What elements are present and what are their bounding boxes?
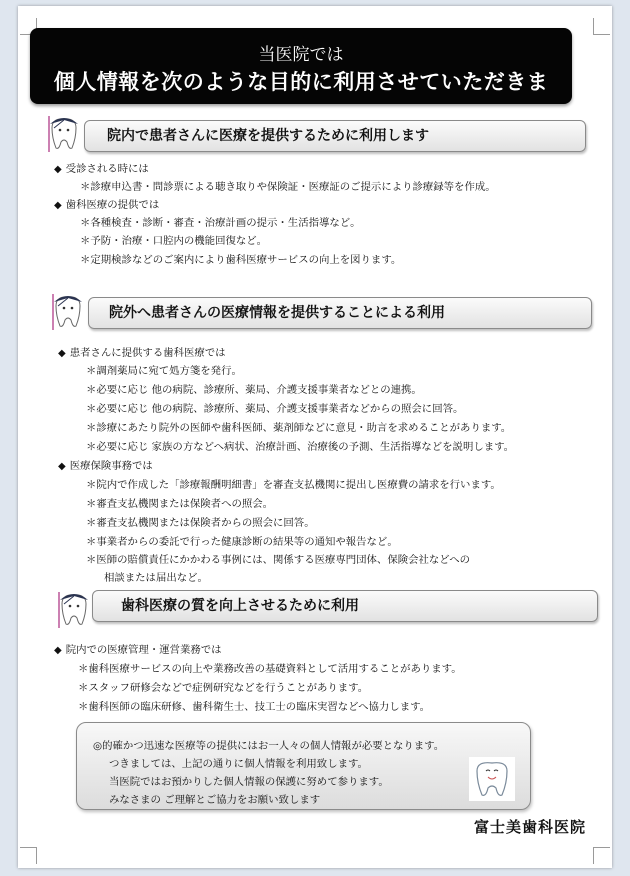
clinic-name: 富士美歯科医院 (473, 818, 586, 836)
notice-line: みなさまの ご理解とご協力をお願い致します (109, 794, 321, 806)
tooth-mascot-icon (469, 757, 515, 801)
notice-box (76, 722, 531, 810)
tooth-mascot-icon (50, 290, 86, 330)
diamond-icon: ◆ (54, 200, 62, 211)
section-heading-3: 歯科医療の質を向上させるために利用 (92, 590, 598, 622)
group-label: ◆ 院内での医療管理・運営業務では (54, 644, 222, 656)
list-item: ＊医師の賠償責任にかかわる事例には、関係する医療専門団体、保険会社などへの (86, 554, 471, 566)
list-item: ＊必要に応じ 家族の方などへ病状、治療計画、治療後の予測、生活指導などを説明します。 (86, 441, 515, 453)
list-item: ＊事業者からの委託で行った健康診断の結果等の通知や報告など。 (86, 536, 398, 548)
group-label: ◆ 患者さんに提供する歯科医療では (58, 347, 226, 359)
crop-mark-bottom-left (20, 847, 37, 864)
diamond-icon: ◆ (54, 645, 62, 656)
title-box (30, 28, 572, 104)
title-line-1: 当医院では (258, 45, 344, 65)
list-item: ＊スタッフ研修会などで症例研究などを行うことがあります。 (78, 682, 369, 694)
diamond-icon: ◆ (58, 461, 66, 472)
group-label: ◆ 受診される時には (54, 163, 149, 175)
list-item: ＊各種検査・診断・審査・治療計画の提示・生活指導など。 (80, 217, 361, 229)
tooth-mascot-icon (56, 588, 92, 628)
list-item: ＊歯科医療サービスの向上や業務改善の基礎資料として活用することがあります。 (78, 663, 462, 675)
list-item: ＊定期検診などのご案内により歯科医療サービスの向上を図ります。 (80, 254, 402, 266)
list-item: ＊診療にあたり院外の医師や歯科医師、薬剤師などに意見・助言を求めることがあります。 (86, 422, 512, 434)
list-item: ＊審査支払機関または保険者への照会。 (86, 498, 274, 510)
crop-mark-top-right (593, 18, 610, 35)
diamond-icon: ◆ (54, 164, 62, 175)
section-heading-1: 院内で患者さんに医療を提供するために利用します (84, 120, 586, 152)
list-item: ＊診療申込書・問診票による聴き取りや保険証・医療証のご提示により診療録等を作成。 (80, 181, 496, 193)
notice-line: 当医院ではお預かりした個人情報の保護に努めて参ります。 (109, 776, 389, 788)
list-item: ＊院内で作成した「診療報酬明細書」を審査支払機関に提出し医療費の請求を行います。 (86, 479, 501, 491)
diamond-icon: ◆ (58, 348, 66, 359)
list-item: ＊調剤薬局に宛て処方箋を発行。 (86, 365, 242, 377)
list-item: ＊予防・治療・口腔内の機能回復など。 (80, 235, 268, 247)
title-line-2: 個人情報を次のような目的に利用させていただきま (53, 70, 549, 94)
crop-mark-bottom-right (593, 847, 610, 864)
list-item: ＊必要に応じ 他の病院、診療所、薬局、介護支援事業者などとの連携。 (86, 384, 422, 396)
notice-line: つきましては、上記の通りに個人情報を利用致します。 (109, 758, 368, 770)
group-label: ◆ 医療保険事務では (58, 460, 153, 472)
group-label: ◆ 歯科医療の提供では (54, 199, 160, 211)
list-item: 相談または届出など。 (104, 572, 208, 584)
section-heading-2: 院外へ患者さんの医療情報を提供することによる利用 (88, 297, 592, 329)
notice-line: ◎的確かつ迅速な医療等の提供にはお一人々の個人情報が必要となります。 (93, 740, 445, 752)
list-item: ＊必要に応じ 他の病院、診療所、薬局、介護支援事業者などからの照会に回答。 (86, 403, 464, 415)
tooth-mascot-icon (46, 112, 82, 152)
list-item: ＊審査支払機関または保険者からの照会に回答。 (86, 517, 315, 529)
list-item: ＊歯科医師の臨床研修、歯科衛生士、技工士の臨床実習などへ協力します。 (78, 701, 431, 713)
